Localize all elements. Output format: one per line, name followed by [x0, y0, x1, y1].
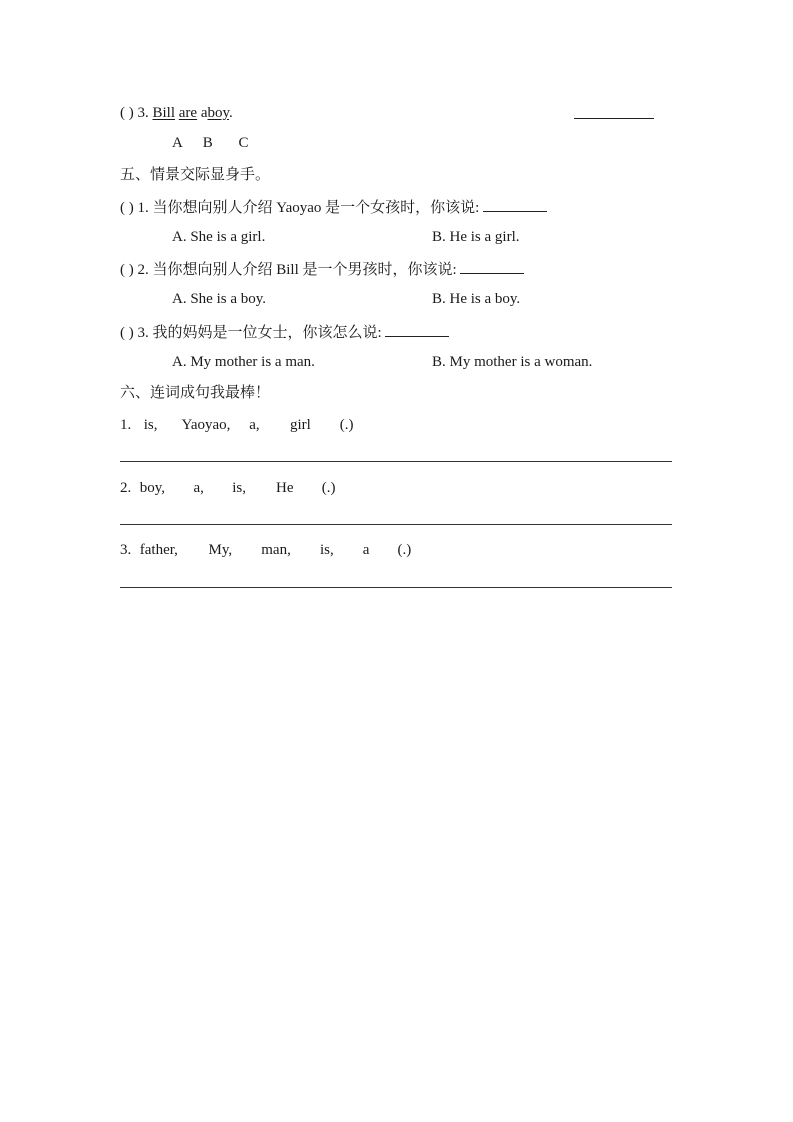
punctuation: (.): [397, 542, 412, 558]
p6-item-3: [120, 541, 411, 559]
punctuation: (.): [321, 480, 336, 496]
answer-line-1[interactable]: [120, 461, 672, 462]
word-4: is,: [320, 542, 334, 558]
period: .: [229, 105, 233, 121]
word-3: is,: [232, 480, 247, 496]
underlined-word-a: Bill: [152, 105, 176, 121]
question-text: 当你想向别人介绍 Bill 是一个男孩时，你该说:: [152, 262, 457, 278]
part6-heading: 六、连词成句我最棒！: [120, 385, 271, 401]
question-number: 1.: [137, 200, 149, 216]
item-number: 1.: [120, 417, 132, 433]
word-4: He: [276, 480, 294, 496]
p4-q3-option-letters: [172, 134, 249, 152]
p5-q1-row: [120, 197, 547, 217]
punctuation: (.): [339, 417, 354, 433]
p5-q3-option-b[interactable]: B. My mother is a woman.: [432, 354, 593, 370]
answer-blank[interactable]: [385, 322, 449, 337]
p5-q2-row: [120, 259, 524, 279]
option-letter-b: B: [202, 135, 213, 151]
p5-q1-option-b[interactable]: B. He is a girl.: [432, 229, 520, 245]
p4-q3-row: [120, 104, 233, 122]
word-2: Yaoyao,: [181, 417, 231, 433]
answer-paren[interactable]: ( ): [120, 105, 134, 121]
part5-heading: 五、情景交际显身手。: [120, 167, 271, 183]
underlined-word-b: are: [178, 105, 198, 121]
answer-line-3[interactable]: [120, 587, 672, 588]
p6-item-2: [120, 479, 336, 497]
answer-line-2[interactable]: [120, 524, 672, 525]
answer-paren[interactable]: ( ): [120, 200, 134, 216]
p5-q3-option-a[interactable]: A. My mother is a man.: [172, 354, 315, 370]
word-3: man,: [261, 542, 291, 558]
answer-paren[interactable]: ( ): [120, 262, 134, 278]
word-1: father,: [139, 542, 178, 558]
p5-q1-option-a[interactable]: A. She is a girl.: [172, 229, 266, 245]
word-3: a,: [249, 417, 260, 433]
option-letter-c: C: [238, 135, 249, 151]
question-number: 3.: [137, 105, 149, 121]
word-5: a: [362, 542, 370, 558]
question-number: 3.: [137, 325, 149, 341]
word-1: boy,: [139, 480, 166, 496]
question-text: 我的妈妈是一位女士，你该怎么说:: [152, 325, 382, 341]
p4-q3-correction-blank[interactable]: [574, 104, 654, 124]
underlined-word-c: boy: [207, 105, 230, 121]
p6-item-1: [120, 416, 354, 434]
answer-blank[interactable]: [460, 259, 524, 274]
item-number: 3.: [120, 542, 132, 558]
question-number: 2.: [137, 262, 149, 278]
question-text: 当你想向别人介绍 Yaoyao 是一个女孩时，你该说:: [152, 200, 480, 216]
p5-q2-option-a[interactable]: A. She is a boy.: [172, 291, 267, 307]
plain-word: a: [200, 105, 208, 121]
answer-blank[interactable]: [483, 197, 547, 212]
p5-q2-option-b[interactable]: B. He is a boy.: [432, 291, 521, 307]
option-letter-a: A: [172, 135, 183, 151]
item-number: 2.: [120, 480, 132, 496]
p5-q3-row: [120, 322, 449, 342]
word-1: is,: [143, 417, 158, 433]
answer-paren[interactable]: ( ): [120, 325, 134, 341]
word-2: My,: [208, 542, 233, 558]
word-2: a,: [193, 480, 204, 496]
word-4: girl: [290, 417, 311, 433]
